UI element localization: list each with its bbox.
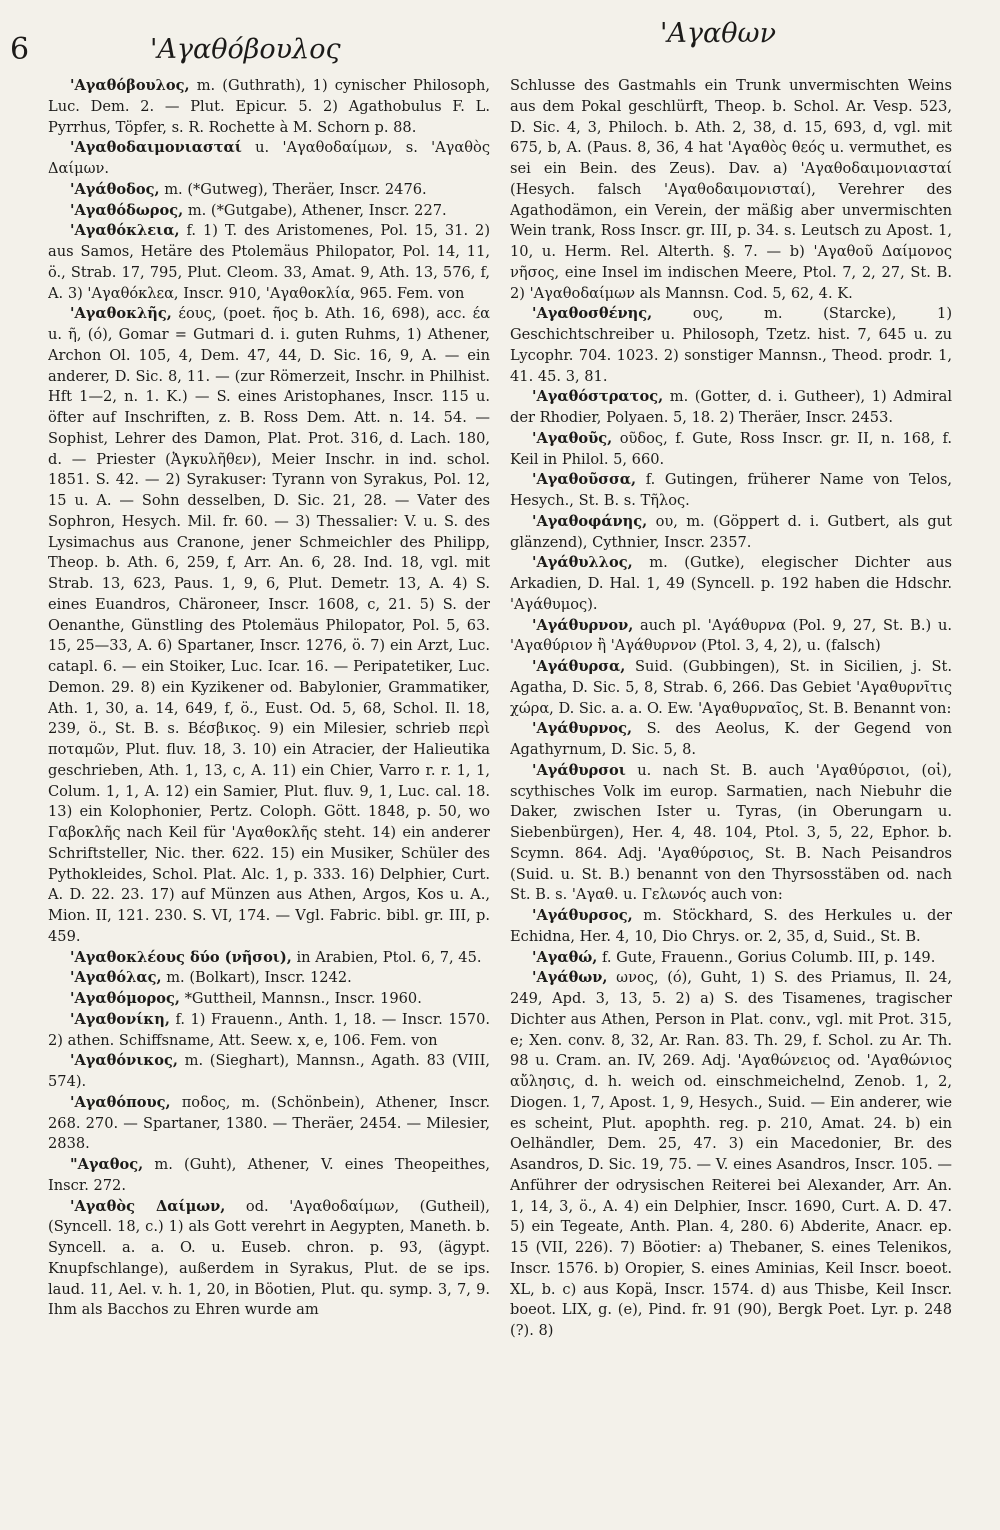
- entry-lemma: 'Αγαθοσθένης,: [532, 305, 653, 323]
- entry-lemma: 'Αγαθώ,: [532, 948, 598, 966]
- entry-text: m. Stöckhard, S. des Herkules u. der Echidna, Her. 4, 10, Dio Chrys. or. 2, 35, d, Suid., St. B.: [510, 907, 952, 945]
- entry-lemma: 'Αγάθοδος,: [70, 180, 160, 198]
- entry-text: od. 'Αγαθοδαίμων, (Gutheil), (Syncell. 18, c.) 1) als Gott verehrt in Aegypten, Maneth. b. Syncell. a. a. O. u. Euseb. chron. p. 93, (ägypt. Knupfschlange), außerdem in Syrakus, Plut. de se ips. laud. 11, Ael. v. h. 1, 20, in Böotien, Plut. qu. symp. 3, 7, 9. Ihm als Bacchos zu Ehren wurde am: [48, 1197, 490, 1319]
- entry-text: οῦδος, f. Gute, Ross Inscr. gr. II, n. 168, f. Keil in Philol. 5, 660.: [510, 429, 952, 468]
- entry-lemma: 'Αγαθοκλῆς,: [70, 305, 172, 323]
- dictionary-entry: [48, 968, 490, 989]
- entry-text: f. Gutingen, früherer Name von Telos, Hesych., St. B. s. Τῆλος.: [510, 471, 952, 509]
- entry-text: ποδος, m. (Schönbein), Athener, Inscr. 268. 270. — Spartaner, 1380. — Theräer, 2454. — Milesier, 2838.: [48, 1093, 490, 1153]
- entry-text: ου, m. (Göppert d. i. Gutbert, als gut glänzend), Cythnier, Inscr. 2357.: [510, 512, 952, 551]
- entry-lemma: 'Αγαθόπους,: [70, 1093, 171, 1111]
- dictionary-entry: [510, 304, 952, 387]
- entry-text: in Arabien, Ptol. 6, 7, 45.: [296, 948, 482, 966]
- dictionary-entry: [48, 1010, 490, 1052]
- dictionary-entry: [48, 201, 490, 222]
- entry-lemma: 'Αγάθυρνον,: [532, 616, 634, 634]
- entry-text: ωνος, (ό), Guht, 1) S. des Priamus, Il. 24, 249, Apd. 3, 13, 5. 2) a) S. des Tisamenes, tragischer Dichter aus Athen, Person in Plat. conv., vgl. mit Prot. 315, e; Xen. conv. 8, 32, Ar. Ran. 83. Th. 29, f. Schol. zu Ar. Th. 98 u. Cram. an. IV, 269. Adj. 'Αγαθώνειος od. 'Αγαθώνιος αὔλησις, d. h. weich od. einschmeichelnd, Zenob. 1, 2, Diogen. 1, 7, Apost. 1, 9, Hesych., Suid. — Ein anderer, wie es scheint, Plut. apophth. reg. p. 210, Amat. 24. b) ein Oelhändler, Dem. 25, 47. 3) ein Macedonier, Br. des Asandros, D. Sic. 19, 75. — V. eines Asandros, Inscr. 105. — Anführer der odrysischen Reiterei bei Alexander, Arr. An. 1, 14, 3, ö., A. 4) ein Delphier, Inscr. 1690, Curt. A. D. 47. 5) ein Tegeate, Anth. Plan. 4, 280. 6) Abderite, Anacr. ep. 15 (VII, 226). 7) Böotier: a) Thebaner, S. eines Telenikos, Inscr. 1576. b) Oropier, S. eines Aminias, Keil Inscr. boeot. XL, b. c) aus Kopä, Inscr. 1574. d) aus Thisbe, Keil Inscr. boeot. LIX, g. (e), Pind. fr. 91 (90), Bergk Poet. Lyr. p. 248 (?). 8): [510, 969, 952, 1339]
- entry-lemma: 'Αγαθὸς Δαίμων,: [70, 1197, 226, 1215]
- dictionary-entry: [510, 657, 952, 719]
- dictionary-entry: [48, 304, 490, 947]
- dictionary-entry: [510, 906, 952, 948]
- entry-text: έους, (poet. ῆος b. Ath. 16, 698), acc. έα u. ῆ, (ό), Gomar = Gutmari d. i. guten Ruhms, 1) Athener, Archon Ol. 105, 4, Dem. 47, 44, D. Sic. 16, 9, A. — ein anderer, D. Sic. 8, 11. — (zur Römerzeit, Inschr. in Philhist. Hft 1—2, n. 1. K.) — S. eines Aristophanes, Inscr. 115 u. öfter auf Inschriften, z. B. Ross Dem. Att. n. 14. 54. — Sophist, Lehrer des Damon, Plat. Prot. 316, d. Lach. 180, d. — Priester (Ἀγκυλῆθεν), Meier Inschr. in ind. schol. 1851. S. 42. — 2) Syrakuser: Tyrann von Syrakus, Pol. 12, 15 u. A. — Sohn desselben, D. Sic. 21, 28. — Vater des Sophron, Hesych. Mil. fr. 60. — 3) Thessalier: V. u. S. des Lysimachus aus Cranone, jener Schmeichler des Philipp, Theop. b. Ath. 6, 259, f, Arr. An. 6, 28. Ind. 18, vgl. mit Strab. 13, 623, Paus. 1, 9, 6, Plut. Demetr. 13, A. 4) S. eines Euandros, Chäroneer, Inscr. 1608, c, 21. 5) S. der Oenanthe, Günstling des Ptolemäus Philopator, Pol. 5, 63. 15, 25—33, A. 6) Spartaner, Inscr. 1276, ö. 7) ein Arzt, Luc. catapl. 6. — ein Stoiker, Luc. Icar. 16. — Peripatetiker, Luc. Demon. 29. 8) ein Kyzikener od. Babylonier, Grammatiker, Ath. 1, 30, a. 14, 649, f, ö., Eust. Od. 5, 68, Schol. Il. 18, 239, ö., St. B. s. Βέσβικος. 9) ein Milesier, schrieb περὶ ποταμῶν, Plut. fluv. 18, 3. 10) ein Atracier, der Halieutika geschrieben, Ath. 1, 13, c, A. 11) ein Chier, Varro r. r. 1, 1, Colum. 1, 1, A. 12) ein Samier, Plut. fluv. 9, 1, Luc. cal. 18. 13) ein Kolophonier, Pertz. Coloph. Gött. 1848, p. 50, wo Γαβοκλῆς nach Keil für 'Αγαθοκλῆς steht. 14) ein anderer Schriftsteller, Nic. ther. 622. 15) ein Musiker, Schüler des Pythokleides, Schol. Plat. Alc. 1, p. 333. 16) Delphier, Curt. A. D. 22. 23. 17) auf Münzen aus Athen, Argos, Kos u. A., Mion. II, 121. 230. S. VI, 174. — Vgl. Fabric. bibl. gr. III, p. 459.: [48, 305, 490, 945]
- dictionary-entry: [510, 387, 952, 429]
- left-running-head: 'Αγαθόβουλος: [150, 34, 341, 65]
- entry-lemma: 'Αγαθόδωρος,: [70, 201, 184, 219]
- dictionary-entry: [48, 76, 490, 138]
- entry-text: m. (Guthrath), 1) cynischer Philosoph, Luc. Dem. 2. — Plut. Epicur. 5. 2) Agathobulus F. L. Pyrrhus, Töpfer, s. R. Rochette à M. Schorn p. 88.: [48, 77, 490, 136]
- dictionary-entry: [48, 1155, 490, 1197]
- dictionary-entry: [510, 512, 952, 554]
- page-header: [0, 14, 1000, 74]
- entry-text: m. (*Gutgabe), Athener, Inscr. 227.: [187, 201, 447, 219]
- entry-lemma: 'Αγάθυρνος,: [532, 720, 633, 738]
- entry-lemma: 'Αγάθυρσοι: [532, 761, 626, 779]
- dictionary-entry: [48, 221, 490, 304]
- entry-lemma: 'Αγάθυρσα,: [532, 658, 626, 675]
- dictionary-entry: [510, 968, 952, 1342]
- dictionary-entry: [510, 948, 952, 969]
- entry-lemma: 'Αγαθοδαιμονιασταί: [70, 139, 242, 157]
- entry-lemma: 'Αγαθοφάνης,: [532, 512, 648, 530]
- dictionary-entry-continuation: [510, 76, 952, 304]
- page-number: 6: [10, 32, 30, 67]
- entry-lemma: 'Αγαθοῦς,: [532, 429, 613, 447]
- entry-text: f. 1) T. des Aristomenes, Pol. 15, 31. 2) aus Samos, Hetäre des Ptolemäus Philopator, Pol. 14, 11, ö., Strab. 17, 795, Plut. Cleom. 33, Amat. 9, Ath. 13, 576, f, A. 3) 'Αγαθόκλεα, Inscr. 910, 'Αγαθοκλία, 965. Fem. von: [48, 222, 490, 302]
- entry-text: ους, m. (Starcke), 1) Geschichtschreiber u. Philosoph, Tzetz. hist. 7, 645 u. zu Lycophr. 704. 1023. 2) sonstiger Mannsn., Theod. prodr. 1, 41. 45. 3, 81.: [510, 305, 952, 385]
- entry-lemma: 'Αγάθυλλος,: [532, 554, 633, 572]
- entry-lemma: 'Αγάθυρσος,: [532, 907, 633, 924]
- entry-lemma: 'Αγαθόκλεια,: [70, 222, 180, 240]
- entry-text: Suid. (Gubbingen), St. in Sicilien, j. St. Agatha, D. Sic. 5, 8, Strab. 6, 266. Das Gebiet 'Αγαθυρνῖτις χώρα, D. Sic. a. a. O. Ew. 'Αγαθυρναῖος, St. B. Benannt von:: [510, 658, 952, 717]
- entry-lemma: 'Αγαθόστρατος,: [532, 388, 664, 406]
- entry-text: S. des Aeolus, K. der Gegend von Agathyrnum, D. Sic. 5, 8.: [510, 720, 952, 758]
- entry-lemma: 'Αγαθόνικος,: [70, 1052, 178, 1070]
- entry-text: auch pl. 'Αγάθυρνα (Pol. 9, 27, St. B.) u. 'Αγαθύριον ἢ 'Αγάθυρνον (Ptol. 3, 4, 2), u. (falsch): [510, 616, 952, 655]
- entry-lemma: 'Αγάθων,: [532, 969, 608, 987]
- entry-text: Schlusse des Gastmahls ein Trunk unvermischten Weins aus dem Pokal geschlürft, Theop. b. Schol. Ar. Vesp. 523, D. Sic. 4, 3, Philoch. b. Ath. 2, 38, d. 15, 693, d, vgl. mit 675, b, A. (Paus. 8, 36, 4 hat 'Αγαθὸς θεός u. vermuthet, es sei ein Bein. des Zeus). Dav. a) 'Αγαθοδαιμονιασταί (Hesych. falsch 'Αγαθοδαιμονισταί), Verehrer des Agathodämon, ein Verein, der mäßig aber unvermischten Wein trank, Ross Inscr. gr. III, p. 34. s. Leutsch zu Apost. 1, 10, u. Herm. Rel. Alterth. §. 7. — b) 'Αγαθοῦ Δαίμονος νῆσος, eine Insel im indischen Meere, Ptol. 7, 2, 27, St. B. 2) 'Αγαθοδαίμων als Mannsn. Cod. 5, 62, 4. K.: [510, 77, 952, 302]
- entry-text: u. nach St. B. auch 'Αγαθύρσιοι, (οἱ), scythisches Volk im europ. Sarmatien, nach Niebuhr die Daker, zwischen Ister u. Tyras, (in Oberungarn u. Siebenbürgen), Her. 4, 48. 104, Ptol. 3, 5, 22, Ephor. b. Scymn. 864. Adj. 'Αγαθύρσιος, St. B. Nach Peisandros (Suid. u. St. B.) benannt von den Thyrsosstäben od. nach St. B. s. 'Αγαθ. u. Γελωνός auch von:: [510, 761, 952, 904]
- dictionary-entry: [48, 989, 490, 1010]
- entry-text: f. 1) Frauenn., Anth. 1, 18. — Inscr. 1570. 2) athen. Schiffsname, Att. Seew. x, e, 106. Fem. von: [48, 1010, 490, 1049]
- entry-text: u. 'Αγαθοδαίμων, s. 'Αγαθὸς Δαίμων.: [48, 139, 490, 177]
- entry-lemma: 'Αγαθόλας,: [70, 969, 162, 987]
- dictionary-entry: [510, 616, 952, 658]
- entry-lemma: 'Αγαθονίκη,: [70, 1010, 170, 1028]
- entry-text: m. (Sieghart), Mannsn., Agath. 83 (VIII, 574).: [48, 1052, 490, 1090]
- entry-text: m. (Guht), Athener, V. eines Theopeithes, Inscr. 272.: [48, 1156, 490, 1194]
- entry-lemma: "Αγαθος,: [70, 1156, 144, 1173]
- entry-text: m. (Gutke), elegischer Dichter aus Arkadien, D. Hal. 1, 49 (Syncell. p. 192 haben die Hdschr. 'Αγάθυμος).: [510, 554, 952, 613]
- dictionary-entry: [48, 1051, 490, 1093]
- right-running-head: 'Αγαθων: [660, 18, 776, 49]
- dictionary-entry: [48, 948, 490, 969]
- entry-lemma: 'Αγαθοῦσσα,: [532, 471, 637, 489]
- entry-text: m. (Gotter, d. i. Gutheer), 1) Admiral der Rhodier, Polyaen. 5, 18. 2) Theräer, Inscr. 2453.: [510, 388, 952, 426]
- dictionary-entry: [510, 553, 952, 615]
- right-column: [510, 76, 952, 1516]
- entry-text: f. Gute, Frauenn., Gorius Columb. III, p. 149.: [602, 948, 936, 966]
- entry-lemma: 'Αγαθοκλέους δύο (νῆσοι),: [70, 948, 292, 966]
- dictionary-entry: [48, 138, 490, 180]
- entry-lemma: 'Αγαθόμορος,: [70, 990, 180, 1007]
- dictionary-entry: [48, 1093, 490, 1155]
- dictionary-entry: [48, 180, 490, 201]
- entry-text: m. (*Gutweg), Theräer, Inscr. 2476.: [164, 180, 427, 198]
- entry-lemma: 'Αγαθόβουλος,: [70, 77, 190, 94]
- entry-text: m. (Bolkart), Inscr. 1242.: [166, 969, 352, 987]
- dictionary-entry: [510, 470, 952, 512]
- dictionary-entry: [510, 719, 952, 761]
- dictionary-entry: [510, 761, 952, 906]
- dictionary-entry: [510, 429, 952, 471]
- dictionary-entry: [48, 1197, 490, 1322]
- left-column: [48, 76, 490, 1516]
- entry-text: *Guttheil, Mannsn., Inscr. 1960.: [184, 990, 422, 1007]
